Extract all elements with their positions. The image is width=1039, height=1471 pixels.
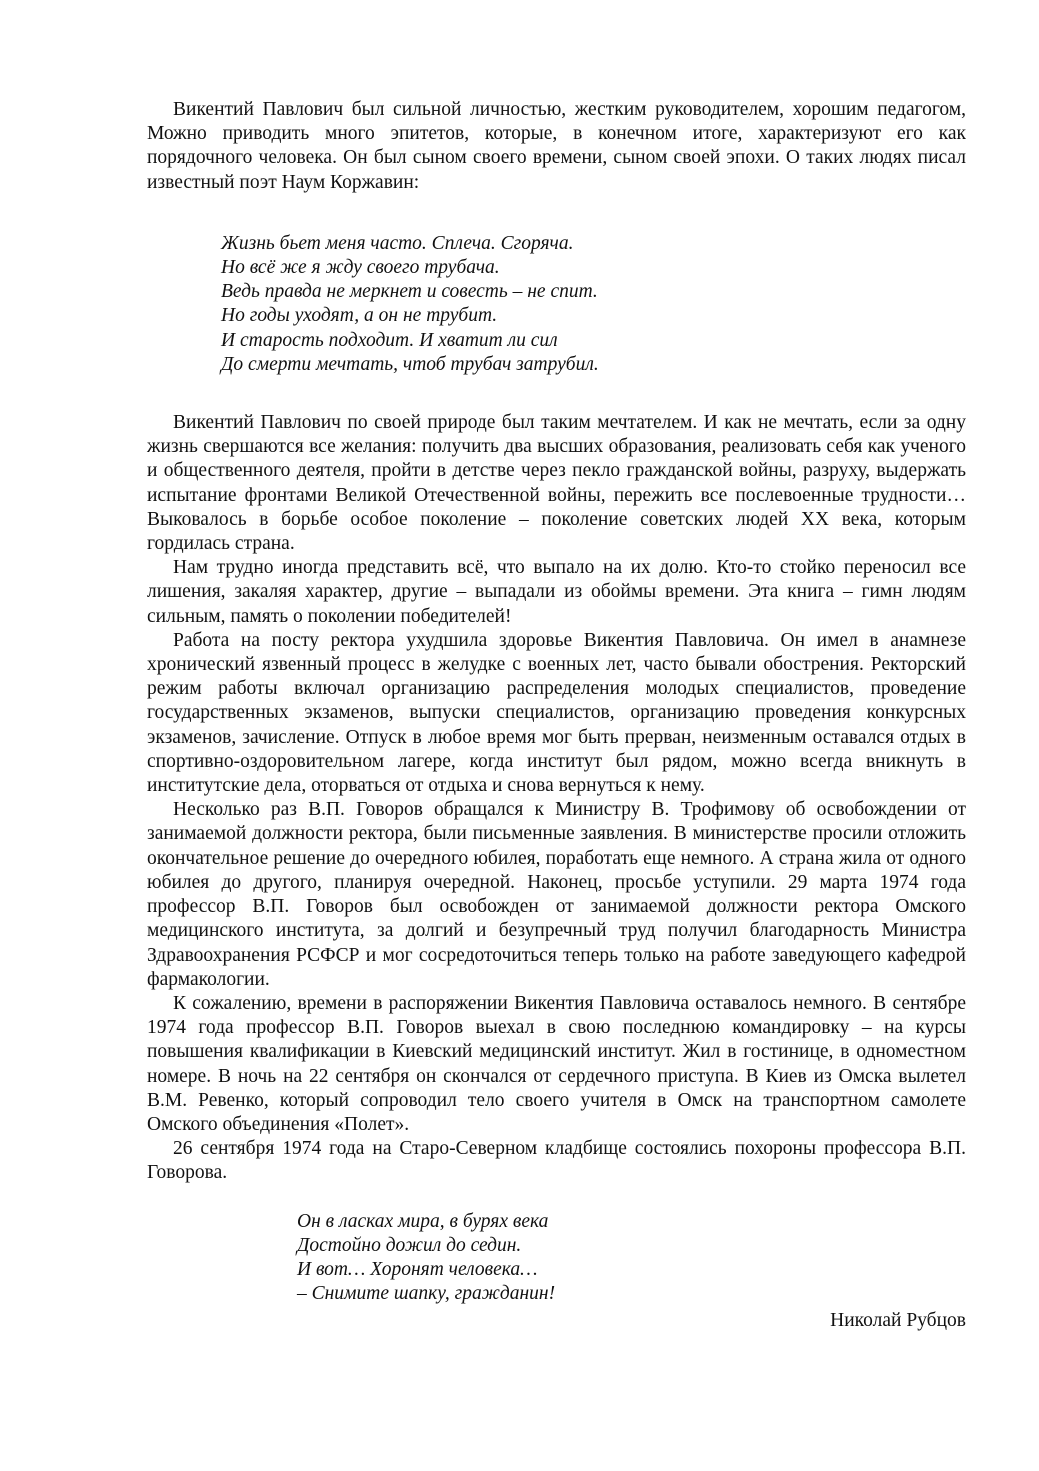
body-paragraph: 26 сентября 1974 года на Старо-Северном кладбище состоялись похороны профессора В.П. Говорова.	[147, 1138, 966, 1184]
intro-paragraph: Викентий Павлович был сильной личностью, жестким руководителем, хорошим педагогом, Можно приводить много эпитетов, которые, в конечном итоге, характеризуют его как порядочного человека. Он был сыном своего времени, сыном своей эпохи. О таких людях писал известный поэт Наум Коржавин:	[147, 99, 966, 193]
poem-line: До смерти мечтать, чтоб трубач затрубил.	[221, 353, 599, 375]
poem-line: И вот… Хоронят человека…	[297, 1258, 538, 1280]
body-paragraph: Нам трудно иногда представить всё, что выпало на их долю. Кто-то стойко переносил все лишения, закаляя характер, другие – выпадали из обоймы времени. Эта книга – гимн людям сильным, память о поколении победителей!	[147, 557, 966, 627]
body-paragraph: Работа на посту ректора ухудшила здоровье Викентия Павловича. Он имел в анамнезе хронический язвенный процесс в желудке с военных лет, часто бывали обострения. Ректорский режим работы включал организацию распределения молодых специалистов, проведение государственных экзаменов, выпуски специалистов, организацию проведения конкурсных экзаменов, зачисление. Отпуск в любое время мог быть прерван, неизменным оставался отдых в спортивно-оздоровительном лагере, когда институт был рядом, можно всегда вникнуть в институтские дела, оторваться от отдыха и снова вернуться к нему.	[147, 629, 966, 797]
document-page	[147, 98, 966, 1334]
poem-line: Достойно дожил до седин.	[297, 1234, 522, 1256]
poem-line: Жизнь бьет меня часто. Сплеча. Сгоряча.	[221, 232, 574, 254]
poem-author: Николай Рубцов	[830, 1310, 966, 1332]
poem-line: Он в ласках мира, в бурях века	[297, 1210, 549, 1232]
body-paragraph: К сожалению, времени в распоряжении Викентия Павловича оставалось немного. В сентябре 1974 года профессор В.П. Говоров выехал в свою последнюю командировку – на курсы повышения квалификации в Киевский медицинский институт. Жил в гостинице, в одноместном номере. В ночь на 22 сентября он скончался от сердечного приступа. В Киев из Омска вылетел В.М. Ревенко, который сопроводил тело своего учителя в Омск на транспортном самолете Омского объединения «Полет».	[147, 992, 966, 1135]
korzhavin-poem	[221, 232, 966, 377]
poem-line: Ведь правда не меркнет и совесть – не спит.	[221, 281, 598, 303]
body-paragraph: Викентий Павлович по своей природе был таким мечтателем. И как не мечтать, если за одну жизнь свершаются все желания: получить два высших образования, реализовать себя как ученого и общественного деятеля, пройти в детстве через пекло гражданской войны, разруху, выдержать испытание фронтами Великой Отечественной войны, пережить все послевоенные трудности… Выковалось в борьбе особое поколение – поколение советских людей XX века, которым гордилась страна.	[147, 412, 966, 555]
poem-line: – Снимите шапку, гражданин!	[297, 1283, 556, 1305]
body-paragraph: Несколько раз В.П. Говоров обращался к Министру В. Трофимову об освобождении от занимаемой должности ректора, были письменные заявления. В министерстве просили отложить окончательное решение до очередного юбилея, поработать еще немного. А страна жила от одного юбилея до другого, планируя очередной. Наконец, просьбе уступили. 29 марта 1974 года профессор В.П. Говоров был освобожден от занимаемой должности ректора Омского медицинского института, за долгий и безупречный труд получил благодарность Министра Здравоохранения РСФСР и мог сосредоточиться теперь только на работе заведующего кафедрой фармакологии.	[147, 799, 966, 990]
poem-line: И старость подходит. И хватит ли сил	[221, 329, 558, 351]
rubtsov-poem	[297, 1210, 966, 1307]
poem-line: Но всё же я жду своего трубача.	[221, 257, 500, 279]
poem-line: Но годы уходят, а он не трубит.	[221, 305, 498, 327]
